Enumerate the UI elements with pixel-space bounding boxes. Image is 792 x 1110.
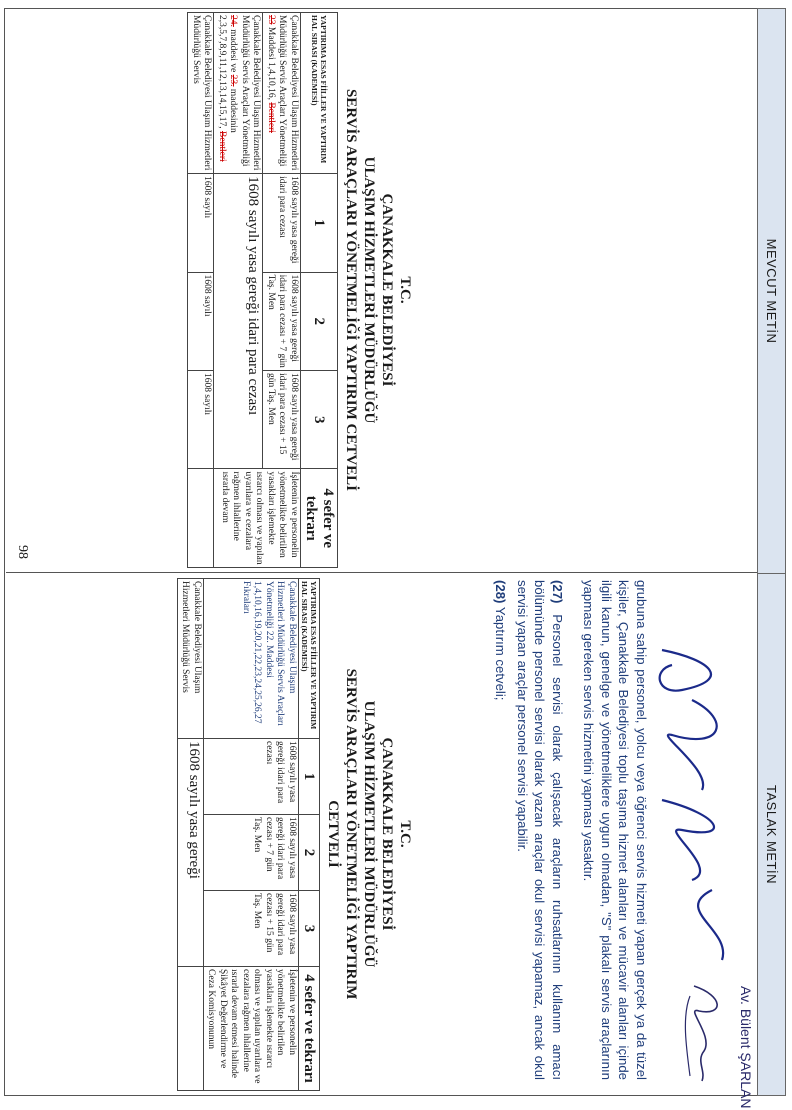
sanction-cell-1: 1608 sayılı bbox=[188, 174, 214, 272]
offence-cell: Çanakkale Belediyesi Ulaşım Hizmetleri Müdürlüğü Servis Araçları Yönetmeliği 24. maddesi ve 23. maddesinin 2,3,5,7,8,9,11,12,13,14,15,17, Bentleri bbox=[214, 13, 263, 174]
header-draft-text bbox=[757, 573, 786, 1096]
offence-cell: Çanakkale Belediyesi Ulaşım Hizmetleri Müdürlüğü Servis bbox=[178, 579, 204, 739]
sanction-cell-1: 1608 sayılı yasa gereği idari para cezası bbox=[263, 174, 301, 272]
sanction-cell-4 bbox=[178, 967, 204, 1091]
draft-article-text bbox=[478, 580, 650, 1080]
sanction-cell-4 bbox=[188, 469, 214, 568]
paragraph-28-text: Yaptırım cetveli; bbox=[493, 603, 509, 701]
title-municipality: ÇANAKKALE BELEDİYESİ bbox=[379, 737, 395, 931]
sanction-cell-2: 1608 sayılı yasa gereği idari para cezası + 7 gün Taş. Men bbox=[263, 272, 301, 370]
paragraph-27-text: Personel servisi olarak çalışacak araçların ruhsatlarının kullanım amacı bölümünde personel servisi olarak yazan araçlar okul servisi yapamaz, ancak okul servisi yapan araçlar personel servisi yapabilir. bbox=[515, 580, 565, 1080]
sanction-cell-4: İşletenin ve personelin yönetmelikte belirtilen yasakları işlemekte ısrarcı olması ve yapılan uyarılara ve cezalara rağmen ihlallerine ısrarla devam etmesi halinde Şikâyet Değerlendirme ve Ceza Komisyonunun bbox=[204, 967, 299, 1091]
col-header-4: 4 sefer ve tekrarı bbox=[299, 967, 320, 1091]
table-header-row bbox=[299, 579, 320, 1091]
col-header-1: 1 bbox=[299, 739, 320, 815]
merged-sanction-cell: 1608 sayılı yasa gereği bbox=[178, 739, 204, 967]
draft-paragraph-27 bbox=[514, 580, 567, 1080]
table-row bbox=[263, 13, 301, 568]
col-header-offence: YAPTIRIMA ESAS FİİLLER VE YAPTIRIM HAL SIRASI (KADEMESİ) bbox=[299, 579, 320, 739]
column-divider bbox=[6, 572, 786, 573]
header-draft-label: TASLAK METİN bbox=[764, 785, 779, 884]
table-row bbox=[204, 579, 299, 1091]
col-header-1: 1 bbox=[301, 174, 338, 272]
sanction-cell-3: 1608 sayılı yasa gereği idari para cezası + 15 gün Taş. Men bbox=[204, 891, 299, 967]
current-sanction-table-block bbox=[188, 12, 415, 568]
sanction-cell-1: 1608 sayılı yasa gereği idari para cezası bbox=[204, 739, 299, 815]
handwritten-signature bbox=[632, 640, 752, 970]
offence-cell: Çanakkale Belediyesi Ulaşım Hizmetleri Müdürlüğü Servis Araçları Yönetmeliği 23 Maddesi 1,4,10,16, Bentleri bbox=[263, 13, 301, 174]
current-sanction-table bbox=[188, 12, 339, 568]
header-current-text bbox=[757, 8, 786, 574]
offence-cell: Çanakkale Belediyesi Ulaşım Hizmetleri Müdürlüğü Servis Araçları Yönetmeliği 22. Maddesi 1,4,10,16,19,20,21,22,23,24,25,26,27 Fıkraları bbox=[204, 579, 299, 739]
title-directorate: ULAŞIM HİZMETLERİ MÜDÜRLÜĞÜ bbox=[361, 156, 377, 424]
title-directorate: ULAŞIM HİZMETLERİ MÜDÜRLÜĞÜ bbox=[361, 700, 377, 968]
table-header-row bbox=[301, 13, 338, 568]
paragraph-27-number: (27) bbox=[550, 580, 565, 604]
sanction-cell-3: 1608 sayılı yasa gereği idari para cezası + 15 gün Taş. Men bbox=[263, 371, 301, 469]
lawyer-signature bbox=[674, 976, 734, 1086]
table-row bbox=[178, 579, 204, 1091]
offence-cell: Çanakkale Belediyesi Ulaşım Hizmetleri Müdürlüğü Servis bbox=[188, 13, 214, 174]
sanction-cell-2: 1608 sayılı bbox=[188, 272, 214, 370]
title-municipality: ÇANAKKALE BELEDİYESİ bbox=[379, 193, 395, 387]
lawyer-name: Av. Bülent ŞARLAN bbox=[738, 986, 754, 1109]
sanction-cell-2: 1608 sayılı yasa gereği idari para cezası + 7 gün Taş. Men bbox=[204, 815, 299, 891]
draft-sanction-table bbox=[177, 578, 320, 1091]
table-row bbox=[188, 13, 214, 568]
col-header-offence: YAPTIRIMA ESAS FİİLLER VE YAPTIRIM HAL SIRASI (KADEMESİ) bbox=[301, 13, 338, 174]
page-number: 98 bbox=[15, 545, 30, 559]
paragraph-28-number: (28) bbox=[493, 580, 509, 604]
title-tc: T.C. bbox=[397, 276, 413, 304]
col-header-2: 2 bbox=[299, 815, 320, 891]
header-current-label: MEVCUT METİN bbox=[764, 238, 779, 344]
draft-paragraph-26: grubuna sahip personel, yolcu veya öğrenci servis hizmeti yapan gerçek ya da tüzel kişiler, Çanakkale Belediyesi toplu taşıma hizmet alanları ve mücavir alanları içinde ilgili kanun, genelge ve yönetmeliklere uygun olmadan, "S" plakalı servis araçlarının yapması gereken servis hizmetini yapması yasaktır. bbox=[581, 580, 649, 1080]
col-header-3: 3 bbox=[301, 371, 338, 469]
col-header-2: 2 bbox=[301, 272, 338, 370]
title-tc: T.C. bbox=[397, 820, 413, 848]
current-table-title bbox=[342, 12, 414, 568]
draft-paragraph-28 bbox=[492, 580, 510, 1080]
merged-sanction-cell: 1608 sayılı yasa gereği idari para cezası bbox=[214, 174, 263, 469]
draft-sanction-table-block bbox=[177, 578, 414, 1090]
col-header-3: 3 bbox=[299, 891, 320, 967]
sanction-cell-3: 1608 sayılı bbox=[188, 371, 214, 469]
title-regulation: SERVİS ARAÇLARI YÖNETMELİĞİ YAPTIRIM bbox=[343, 668, 359, 1000]
draft-table-title bbox=[324, 578, 414, 1090]
sanction-cell-4: İşletenin ve personelin yönetmelikte belirtilen yasakları işlemekte ısrarcı olması ve yapılan uyarılara ve cezalara rağmen ihlallerine ısrarla devam bbox=[214, 469, 301, 568]
title-regulation: SERVİS ARAÇLARI YÖNETMELİĞİ YAPTIRIM CETVELİ bbox=[343, 88, 359, 492]
title-regulation-cont: CETVELİ bbox=[325, 800, 341, 868]
col-header-4: 4 sefer ve tekrarı bbox=[301, 469, 338, 568]
